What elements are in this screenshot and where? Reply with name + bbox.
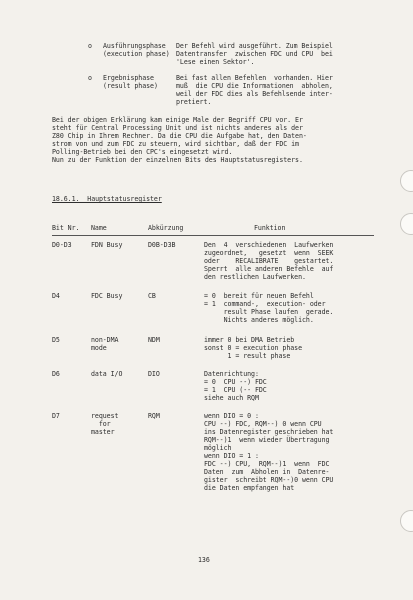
paragraph-line: Polling-Betrieb bei den CPC's eingesetzt wird. (52, 148, 233, 156)
row-bit: D6 (52, 370, 60, 378)
column-header-name: Name (91, 224, 107, 232)
phase-text: Der Befehl wird ausgeführt. Zum Beispiel (176, 42, 333, 50)
column-header-function: Funktion (254, 224, 286, 232)
row-function-line: Daten zum Abholen in Datenre- (204, 468, 330, 476)
row-function-line: Datenrichtung: (204, 370, 259, 378)
row-name: non-DMA (91, 336, 119, 344)
row-function-line: immer 0 bei DMA Betrieb (204, 336, 295, 344)
row-bit: D4 (52, 292, 60, 300)
column-header-bit: Bit Nr. (52, 224, 80, 232)
phase-label: Ergebnisphase (103, 74, 154, 82)
paragraph-line: steht für Central Processing Unit und ist nichts anderes als der (52, 124, 303, 132)
binder-hole (400, 170, 413, 192)
row-function-line: Nichts anderes möglich. (204, 316, 314, 324)
row-abbr: NDM (148, 336, 160, 344)
row-bit: D5 (52, 336, 60, 344)
paragraph-line: Bei der obigen Erklärung kam einige Male der Begriff CPU vor. Er (52, 116, 303, 124)
bullet: o (88, 42, 92, 50)
row-name: for (91, 420, 111, 428)
row-function-line: = 0 bereit für neuen Befehl (204, 292, 314, 300)
row-function-line: result Phase laufen gerade. (204, 308, 334, 316)
phase-label: (execution phase) (103, 50, 170, 58)
row-abbr: D0B-D3B (148, 241, 176, 249)
phase-label: (result phase) (103, 82, 158, 90)
row-function-line: CPU --) FDC, RQM--) 0 wenn CPU (204, 420, 322, 428)
row-function-line: 1 = result phase (204, 352, 291, 360)
row-bit: D7 (52, 412, 60, 420)
column-header-abbr: Abkürzung (148, 224, 184, 232)
section-title: 18.6.1. Hauptstatusregister (52, 195, 162, 203)
row-function-line: den restlichen Laufwerken. (204, 273, 306, 281)
table-header-rule (52, 235, 374, 236)
row-function-line: die Daten empfangen hat (204, 484, 295, 492)
row-function-line: wenn DIO = 1 : (204, 452, 259, 460)
phase-text: 'Lese einen Sektor'. (176, 58, 255, 66)
phase-text: muß die CPU die Informationen abholen, (176, 82, 333, 90)
phase-text: weil der FDC dies als Befehlsende inter- (176, 90, 333, 98)
row-abbr: DIO (148, 370, 160, 378)
row-function-line: FDC --) CPU, RQM--)1 wenn FDC (204, 460, 330, 468)
paragraph-line: Z80 Chip in Ihrem Rechner. Da die CPU die Aufgabe hat, den Daten- (52, 132, 307, 140)
row-function-line: oder RECALIBRATE gestartet. (204, 257, 334, 265)
row-name: mode (91, 344, 107, 352)
row-name: data I/O (91, 370, 123, 378)
row-name: FDC Busy (91, 292, 123, 300)
phase-text: Bei fast allen Befehlen vorhanden. Hier (176, 74, 333, 82)
row-function-line: sonst 0 = execution phase (204, 344, 302, 352)
row-function-line: = 1 command-, execution- oder (204, 300, 326, 308)
row-abbr: RQM (148, 412, 160, 420)
row-abbr: CB (148, 292, 156, 300)
binder-hole (400, 510, 413, 532)
row-function-line: = 0 CPU --) FDC (204, 378, 267, 386)
paragraph-line: strom von und zum FDC zu steuern, wird sichtbar, daß der FDC im (52, 140, 299, 148)
row-function-line: gister schreibt RQM--)0 wenn CPU (204, 476, 334, 484)
page-number: 136 (198, 556, 210, 564)
row-name: FDN Busy (91, 241, 123, 249)
row-function-line: möglich (204, 444, 232, 452)
row-name: master (91, 428, 115, 436)
row-function-line: ins Datenregister geschrieben hat (204, 428, 334, 436)
phase-text: pretiert. (176, 98, 212, 106)
row-function-line: wenn DIO = 0 : (204, 412, 259, 420)
row-function-line: Sperrt alle anderen Befehle auf (204, 265, 334, 273)
binder-hole (400, 213, 413, 235)
paragraph-line: Nun zu der Funktion der einzelnen Bits des Hauptstatusregisters. (52, 156, 303, 164)
row-function-line: Den 4 verschiedenen Laufwerken (204, 241, 334, 249)
row-function-line: siehe auch RQM (204, 394, 259, 402)
bullet: o (88, 74, 92, 82)
row-name: request (91, 412, 119, 420)
row-function-line: = 1 CPU (-- FDC (204, 386, 267, 394)
phase-label: Ausführungsphase (103, 42, 166, 50)
row-function-line: RQM--)1 wenn wieder Übertragung (204, 436, 330, 444)
phase-text: Datentransfer zwischen FDC und CPU bei (176, 50, 333, 58)
row-function-line: zugeordnet, gesetzt wenn SEEK (204, 249, 334, 257)
row-bit: D0-D3 (52, 241, 72, 249)
